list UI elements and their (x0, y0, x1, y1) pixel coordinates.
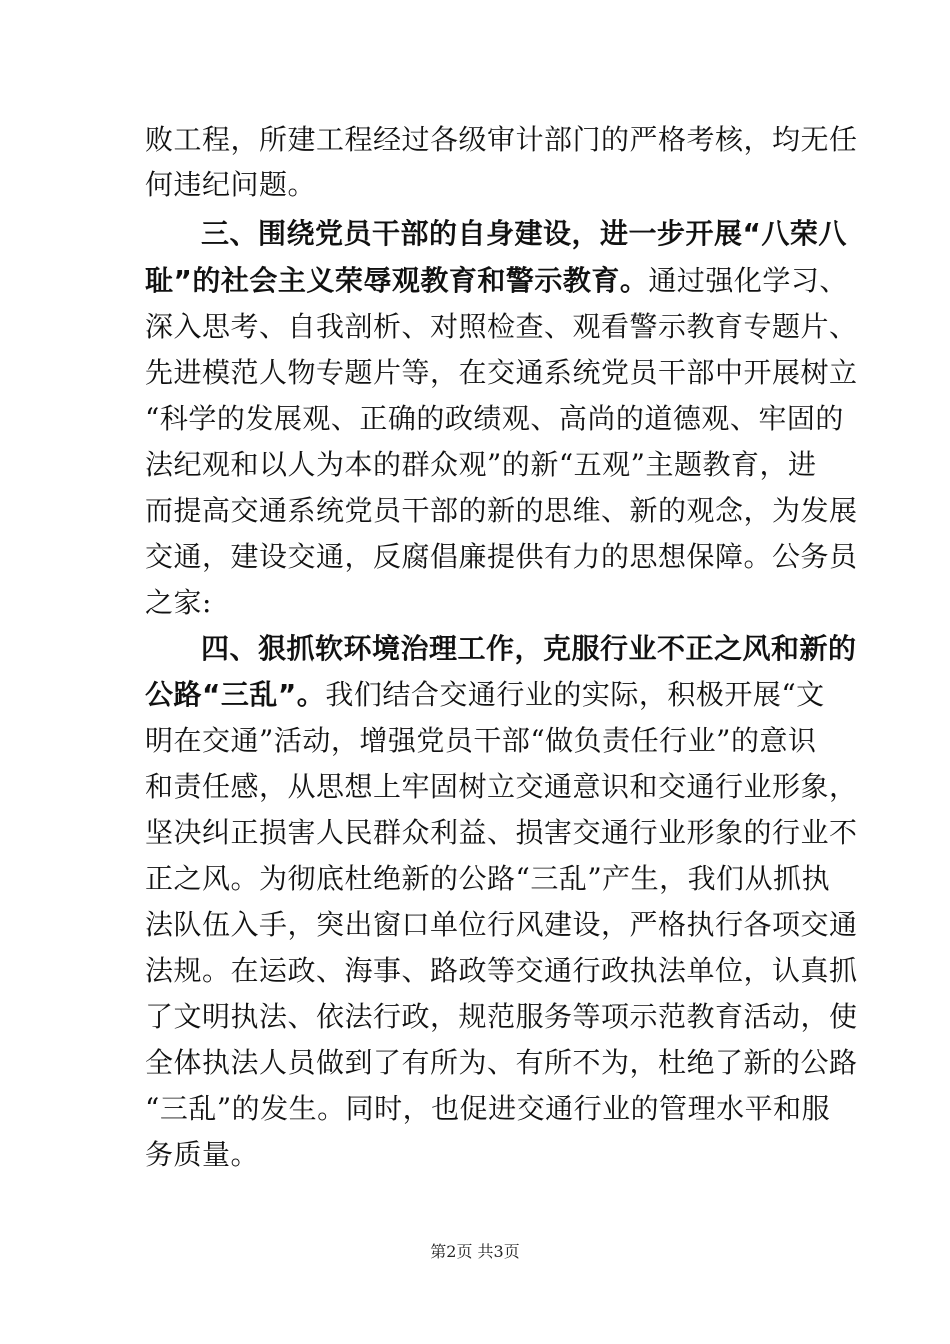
body-text-line: “科学的发展观、正确的政绩观、高尚的道德观、牢固的 (145, 402, 844, 435)
body-text-line: 法纪观和以人为本的群众观”的新“五观”主题教育，进 (145, 448, 817, 481)
section-heading-line (145, 675, 825, 715)
body-text-line: 了文明执法、依法行政，规范服务等项示范教育活动，使 (145, 1000, 858, 1033)
body-text-line: 深入思考、自我剖析、对照检查、观看警示教育专题片、 (145, 310, 858, 343)
page-number-footer: 第2页 共3页 (430, 1242, 520, 1261)
body-text-line: 法队伍入手，突出窗口单位行风建设，严格执行各项交通 (145, 908, 858, 941)
body-text-line: 何违纪问题。 (145, 168, 317, 201)
body-text-line: 而提高交通系统党员干部的新的思维、新的观念，为发展 (145, 494, 858, 527)
section-heading: 四、狠抓软环境治理工作，克服行业不正之风和新的 (201, 632, 857, 665)
section-heading-line (145, 261, 848, 301)
body-text-line: 坚决纠正损害人民群众利益、损害交通行业形象的行业不 (145, 816, 858, 849)
section-heading-continued: 公路“三乱”。 (145, 678, 326, 711)
body-text-line: 之家: (145, 586, 212, 619)
body-text-line: 明在交通”活动，增强党员干部“做负责任行业”的意识 (145, 724, 817, 757)
body-text-line: 全体执法人员做到了有所为、有所不为，杜绝了新的公路 (145, 1046, 858, 1079)
body-text-line: “三乱”的发生。同时，也促进交通行业的管理水平和服 (145, 1092, 831, 1125)
body-text-line: 正之风。为彻底杜绝新的公路“三乱”产生，我们从抓执 (145, 862, 831, 895)
section-heading-continued: 耻”的社会主义荣辱观教育和警示教育。 (145, 264, 649, 297)
body-text-line: 和责任感，从思想上牢固树立交通意识和交通行业形象， (145, 770, 858, 803)
body-text-line: 交通，建设交通，反腐倡廉提供有力的思想保障。公务员 (145, 540, 858, 573)
body-text-line: 法规。在运政、海事、路政等交通行政执法单位，认真抓 (145, 954, 858, 987)
body-text-line: 先进模范人物专题片等，在交通系统党员干部中开展树立 (145, 356, 858, 389)
body-text-inline: 我们结合交通行业的实际，积极开展“文 (325, 678, 825, 711)
body-text-inline: 通过强化学习、 (648, 264, 848, 297)
body-text-line: 败工程，所建工程经过各级审计部门的严格考核，均无任 (145, 123, 858, 156)
body-text-line: 务质量。 (145, 1138, 260, 1171)
section-heading: 三、围绕党员干部的自身建设，进一步开展“八荣八 (201, 217, 847, 250)
